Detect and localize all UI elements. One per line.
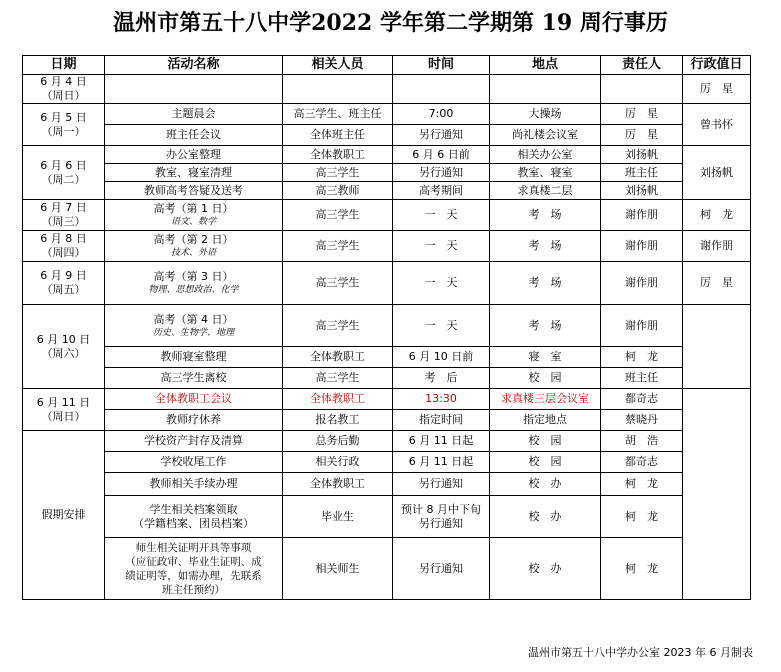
owner-cell: 班主任 [601, 368, 683, 389]
activity-cell: 主题晨会 [105, 104, 283, 125]
weekday-text: （周三） [41, 215, 86, 228]
time-cell: 一 天 [393, 200, 490, 231]
owner-cell: 厉 星 [601, 104, 683, 125]
table-row [23, 182, 751, 200]
activity-cell [105, 305, 283, 347]
holiday-label: 假期安排 [41, 508, 86, 521]
people-cell: 毕业生 [283, 496, 393, 538]
date-cell [23, 200, 105, 231]
activity-cell: 高三学生离校 [105, 368, 283, 389]
time-cell: 一 天 [393, 262, 490, 305]
page-title: 温州市第五十八中学2022 学年第二学期第 19 周行事历 [113, 10, 668, 36]
duty-cell [683, 305, 751, 389]
place-cell: 校 园 [490, 431, 601, 452]
place-cell: 校 办 [490, 473, 601, 496]
time-cell: 7:00 [393, 104, 490, 125]
people-cell: 全体教职工 [283, 347, 393, 368]
duty-cell: 厉 星 [683, 75, 751, 104]
place-cell: 寝 室 [490, 347, 601, 368]
people-cell: 高三学生、班主任 [283, 104, 393, 125]
activity-text: 高考（第 2 日） [153, 233, 234, 246]
owner-cell: 柯 龙 [601, 496, 683, 538]
people-cell: 全体教职工 [283, 146, 393, 164]
people-cell: 相关行政 [283, 452, 393, 473]
owner-cell: 柯 龙 [601, 347, 683, 368]
header-people: 相关人员 [283, 56, 393, 75]
table-row [23, 473, 751, 496]
table-row [23, 305, 751, 347]
people-cell [283, 75, 393, 104]
time-cell: 另行通知 [393, 538, 490, 600]
table-row [23, 496, 751, 538]
date-text: 6 月 4 日 [40, 75, 87, 88]
activity-cell [105, 75, 283, 104]
weekday-text: （周二） [41, 172, 86, 186]
place-cell: 教室、寝室 [490, 164, 601, 182]
time-cell: 6 月 10 日前 [393, 347, 490, 368]
activity-cell: 学生相关档案领取 （学籍档案、团员档案） [105, 496, 283, 538]
header-time: 时间 [393, 56, 490, 75]
time-cell: 一 天 [393, 231, 490, 262]
table-row [23, 200, 751, 231]
time-cell: 考 后 [393, 368, 490, 389]
place-cell: 大操场 [490, 104, 601, 125]
duty-cell: 谢作朋 [683, 231, 751, 262]
table-row [23, 231, 751, 262]
place-cell: 考 场 [490, 231, 601, 262]
exam-subjects: 技术、外语 [170, 248, 216, 258]
owner-cell: 刘扬帆 [601, 146, 683, 164]
people-cell: 高三学生 [283, 164, 393, 182]
header-duty: 行政值日 [683, 56, 751, 75]
activity-text: 高考（第 3 日） [153, 270, 234, 283]
date-cell [23, 146, 105, 200]
weekday-text: （周五） [41, 283, 86, 296]
date-text: 6 月 8 日 [40, 232, 87, 245]
weekday-text: （周日） [41, 89, 86, 102]
people-cell: 高三学生 [283, 231, 393, 262]
date-text: 6 月 5 日 [40, 110, 87, 124]
weekday-text: （周六） [41, 346, 86, 360]
duty-cell [683, 389, 751, 600]
owner-cell: 胡 浩 [601, 431, 683, 452]
activity-text: 高考（第 4 日） [153, 312, 234, 326]
owner-cell: 班主任 [601, 164, 683, 182]
weekday-text: （周日） [41, 409, 86, 423]
table-row [23, 410, 751, 431]
activity-cell: 全体教职工会议 [105, 389, 283, 410]
place-cell: 校 园 [490, 368, 601, 389]
exam-subjects: 物理、思想政治、化学 [148, 285, 239, 295]
owner-cell: 都奇志 [601, 452, 683, 473]
footer-note: 温州市第五十八中学办公室 2023 年 6 月制表 [528, 646, 753, 659]
people-cell: 高三学生 [283, 368, 393, 389]
time-cell: 另行通知 [393, 125, 490, 146]
time-cell: 6 月 11 日起 [393, 452, 490, 473]
owner-cell: 谢作朋 [601, 200, 683, 231]
date-text: 6 月 11 日 [36, 395, 91, 409]
activity-cell: 学校收尾工作 [105, 452, 283, 473]
people-cell: 高三学生 [283, 262, 393, 305]
table-row [23, 146, 751, 164]
place-cell: 考 场 [490, 200, 601, 231]
table-row [23, 104, 751, 125]
duty-cell: 厉 星 [683, 262, 751, 305]
table-row [23, 75, 751, 104]
activity-cell: 教师高考答疑及送考 [105, 182, 283, 200]
table-header-row [23, 56, 751, 75]
owner-cell [601, 75, 683, 104]
time-cell: 一 天 [393, 305, 490, 347]
activity-cell [105, 231, 283, 262]
people-cell: 全体班主任 [283, 125, 393, 146]
place-cell: 求真楼二层 [490, 182, 601, 200]
owner-cell: 都奇志 [601, 389, 683, 410]
people-cell: 高三教师 [283, 182, 393, 200]
date-text: 6 月 7 日 [40, 201, 87, 214]
header-activity: 活动名称 [105, 56, 283, 75]
date-text: 6 月 10 日 [36, 332, 91, 346]
people-cell: 相关师生 [283, 538, 393, 600]
owner-cell: 谢作朋 [601, 305, 683, 347]
activity-text: 高考（第 1 日） [153, 202, 234, 215]
owner-cell: 柯 龙 [601, 538, 683, 600]
date-cell [23, 262, 105, 305]
activity-cell: 教室、寝室清理 [105, 164, 283, 182]
time-cell: 高考期间 [393, 182, 490, 200]
date-cell [23, 431, 105, 600]
weekday-text: （周一） [41, 124, 86, 138]
schedule-table [22, 55, 751, 600]
activity-cell: 教师相关手续办理 [105, 473, 283, 496]
weekday-text: （周四） [41, 246, 86, 259]
date-cell [23, 231, 105, 262]
place-cell [490, 75, 601, 104]
people-cell: 高三学生 [283, 200, 393, 231]
people-cell: 全体教职工 [283, 473, 393, 496]
time-cell: 13:30 [393, 389, 490, 410]
table-row [23, 125, 751, 146]
time-cell: 6 月 6 日前 [393, 146, 490, 164]
people-cell: 报名教工 [283, 410, 393, 431]
place-cell: 考 场 [490, 262, 601, 305]
place-cell: 校 办 [490, 496, 601, 538]
time-cell: 指定时间 [393, 410, 490, 431]
table-row [23, 431, 751, 452]
time-cell: 6 月 11 日起 [393, 431, 490, 452]
date-text: 6 月 6 日 [40, 158, 87, 172]
owner-cell: 刘扬帆 [601, 182, 683, 200]
place-cell: 尚礼楼会议室 [490, 125, 601, 146]
owner-cell: 谢作朋 [601, 262, 683, 305]
activity-cell: 教师疗休养 [105, 410, 283, 431]
duty-cell: 刘扬帆 [683, 146, 751, 200]
table-row [23, 368, 751, 389]
table-row [23, 389, 751, 410]
place-cell: 校 办 [490, 538, 601, 600]
table-row [23, 452, 751, 473]
people-cell: 高三学生 [283, 305, 393, 347]
owner-cell: 厉 星 [601, 125, 683, 146]
activity-cell [105, 200, 283, 231]
place-cell: 指定地点 [490, 410, 601, 431]
activity-cell: 办公室整理 [105, 146, 283, 164]
time-cell [393, 75, 490, 104]
table-row [23, 164, 751, 182]
place-cell: 校 园 [490, 452, 601, 473]
activity-cell [105, 262, 283, 305]
date-cell [23, 104, 105, 146]
place-cell: 求真楼三层会议室 [490, 389, 601, 410]
place-cell: 相关办公室 [490, 146, 601, 164]
table-row [23, 262, 751, 305]
date-cell [23, 305, 105, 389]
time-cell: 预计 8 月中下旬 另行通知 [393, 496, 490, 538]
table-row [23, 347, 751, 368]
activity-cell: 师生相关证明开具等事项 （应征政审、毕业生证明、成 绩证明等，如需办理，先联系 班主任预约） [105, 538, 283, 600]
owner-cell: 蔡晓丹 [601, 410, 683, 431]
owner-cell: 柯 龙 [601, 473, 683, 496]
exam-subjects: 语文、数学 [170, 217, 216, 227]
duty-cell: 柯 龙 [683, 200, 751, 231]
exam-subjects: 历史、生物学、地理 [152, 327, 234, 338]
time-cell: 另行通知 [393, 473, 490, 496]
activity-cell: 教师寝室整理 [105, 347, 283, 368]
time-cell: 另行通知 [393, 164, 490, 182]
activity-cell: 班主任会议 [105, 125, 283, 146]
activity-cell: 学校资产封存及清算 [105, 431, 283, 452]
people-cell: 总务后勤 [283, 431, 393, 452]
date-text: 6 月 9 日 [40, 269, 87, 282]
place-cell: 考 场 [490, 305, 601, 347]
header-date: 日期 [23, 56, 105, 75]
duty-cell: 曾书怀 [683, 104, 751, 146]
date-cell [23, 389, 105, 431]
table-row [23, 538, 751, 600]
header-place: 地点 [490, 56, 601, 75]
date-cell [23, 75, 105, 104]
header-owner: 责任人 [601, 56, 683, 75]
owner-cell: 谢作朋 [601, 231, 683, 262]
people-cell: 全体教职工 [283, 389, 393, 410]
